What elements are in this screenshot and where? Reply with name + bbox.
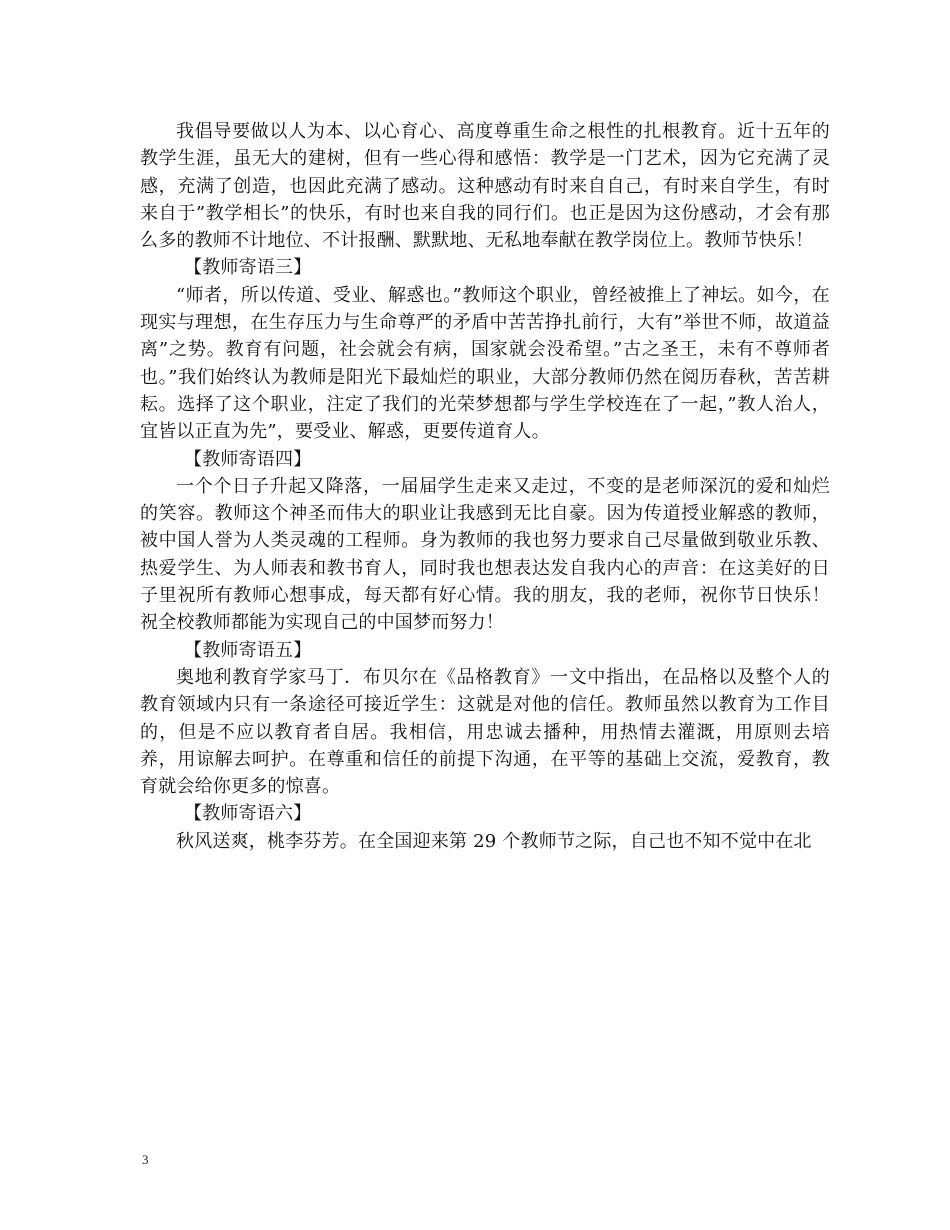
section-heading: 【教师寄语六】 xyxy=(184,803,312,825)
paragraph: 秋风送爽，桃李芬芳。在全国迎来第 29 个教师节之际，自己也不知不觉中在北 xyxy=(176,830,812,852)
document-body xyxy=(140,118,830,855)
paragraph: 我倡导要做以人为本、以心育心、高度尊重生命之根性的扎根教育。近十五年的教学生涯，虽无大的建树，但有一些心得和感悟：教学是一门艺术，因为它充满了灵感，充满了创造，也因此充满了感动。这种感动有时来自自己，有时来自学生，有时来自于”教学相长”的快乐，有时也来自我的同行们。也正是因为这份感动，才会有那么多的教师不计地位、不计报酬、默默地、无私地奉献在教学岗位上。教师节快乐！ xyxy=(140,121,830,252)
paragraph: 奥地利教育学家马丁．布贝尔在《品格教育》一文中指出，在品格以及整个人的教育领域内只有一条途径可接近学生：这就是对他的信任。教师虽然以教育为工作目的，但是不应以教育者自居。我相信，用忠诚去播种，用热情去灌溉，用原则去培养，用谅解去呵护。在尊重和信任的前提下沟通，在平等的基础上交流，爱教育，教育就会给你更多的惊喜。 xyxy=(140,666,830,798)
paragraph: “师者，所以传道、受业、解惑也。”教师这个职业，曾经被推上了神坛。如今，在现实与理想，在生存压力与生命尊严的矛盾中苦苦挣扎前行，大有”举世不师，故道益离”之势。教育有问题，社会就会有病，国家就会没希望。”古之圣王，未有不尊师者也。”我们始终认为教师是阳光下最灿烂的职业，大部分教师仍然在阅历春秋，苦苦耕耘。选择了这个职业，注定了我们的光荣梦想都与学生学校连在了一起，”教人治人，宜皆以正直为先”，要受业、解惑，更要传道育人。 xyxy=(140,284,830,443)
section-heading: 【教师寄语四】 xyxy=(184,448,312,470)
section-heading: 【教师寄语五】 xyxy=(184,639,312,661)
section-heading: 【教师寄语三】 xyxy=(184,257,312,279)
page-number: 3 xyxy=(142,1152,149,1167)
paragraph: 一个个日子升起又降落，一届届学生走来又走过，不变的是老师深沉的爱和灿烂的笑容。教师这个神圣而伟大的职业让我感到无比自豪。因为传道授业解惑的教师，被中国人誉为人类灵魂的工程师。身为教师的我也努力要求自己尽量做到敬业乐教、热爱学生、为人师表和教书育人，同时我也想表达发自我内心的声音：在这美好的日子里祝所有教师心想事成，每天都有好心情。我的朋友，我的老师，祝你节日快乐！祝全校教师都能为实现自己的中国梦而努力！ xyxy=(140,475,830,634)
